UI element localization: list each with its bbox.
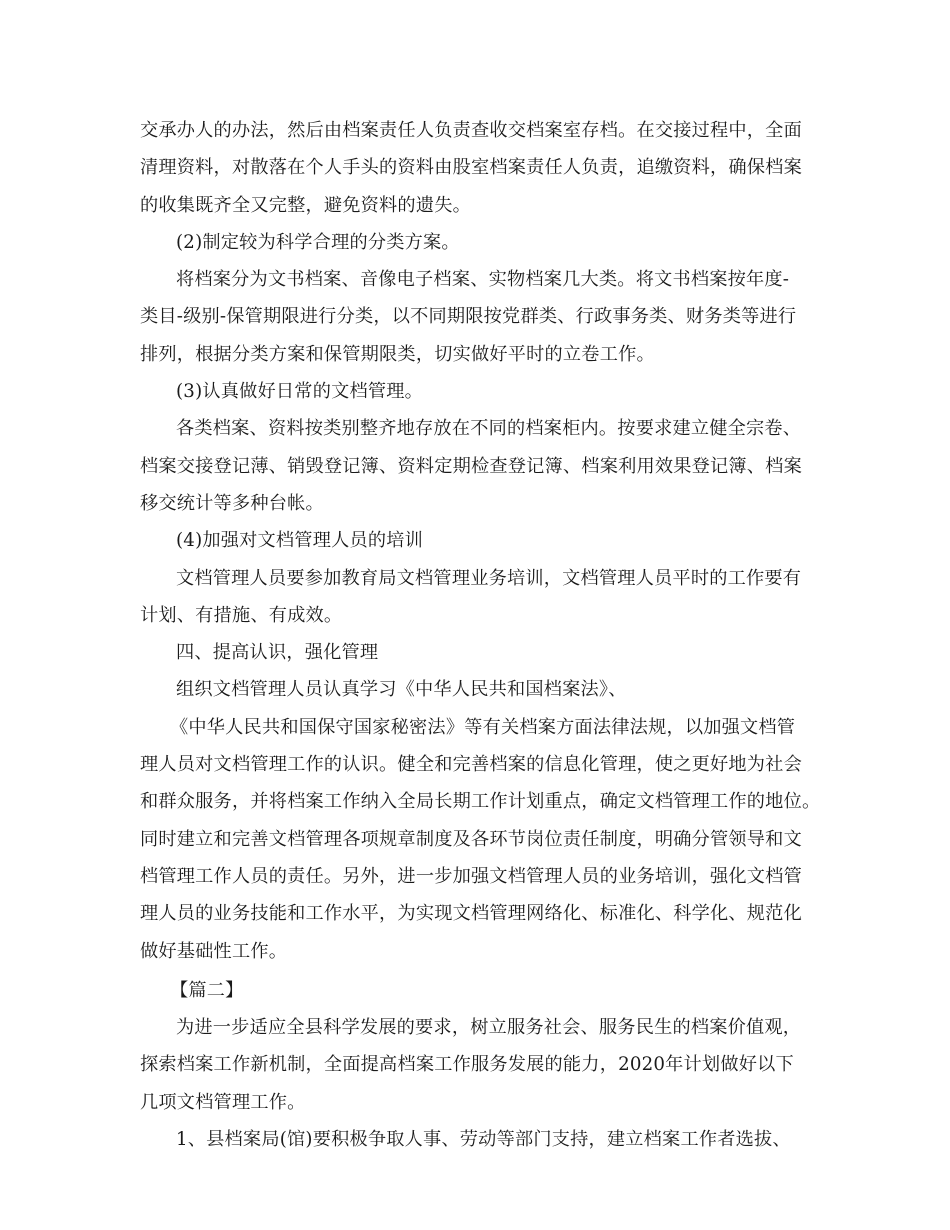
document-body — [140, 112, 820, 1158]
text-line: 几项文档管理工作。 — [140, 1091, 306, 1113]
text-line: 交承办人的办法，然后由档案责任人负责查收交档案室存档。在交接过程中，全面 — [140, 120, 802, 141]
text-line: 清理资料，对散落在个人手头的资料由股室档案责任人负责，追缴资料，确保档案 — [140, 157, 802, 179]
text-line: 《中华人民共和国保守国家秘密法》等有关档案方面法律法规，以加强文档管 — [170, 716, 796, 738]
text-line: 1、县档案局(馆)要积极争取人事、劳动等部门支持，建立档案工作者选拔、 — [176, 1129, 791, 1151]
text-line: 将档案分为文书档案、音像电子档案、实物档案几大类。将文书档案按年度- — [176, 269, 790, 291]
text-line: 各类档案、资料按类别整齐地存放在不同的档案柜内。按要求建立健全宗卷、 — [176, 418, 802, 440]
text-line: 计划、有措施、有成效。 — [140, 604, 343, 626]
section-heading: (4)加强对文档管理人员的培训 — [176, 530, 424, 552]
text-line: 为进一步适应全县科学发展的要求，树立服务社会、服务民生的档案价值观， — [176, 1017, 802, 1039]
text-line: 组织文档管理人员认真学习《中华人民共和国档案法》、 — [176, 679, 627, 701]
section-heading: (2)制定较为科学合理的分类方案。 — [176, 231, 460, 253]
section-heading: 四、提高认识，强化管理 — [176, 642, 379, 664]
section-heading: (3)认真做好日常的文档管理。 — [176, 381, 424, 403]
text-line: 探索档案工作新机制，全面提高档案工作服务发展的能力，2020年计划做好以下 — [140, 1054, 794, 1076]
text-line: 类目-级别-保管期限进行分类，以不同期限按党群类、行政事务类、财务类等进行 — [140, 306, 797, 328]
part-heading: 【篇二】 — [170, 979, 244, 1001]
text-line: 档管理工作人员的责任。另外，进一步加强文档管理人员的业务培训，强化文档管 — [140, 865, 802, 887]
text-line: 移交统计等多种台帐。 — [140, 492, 324, 514]
text-line: 的收集既齐全又完整，避免资料的遗失。 — [140, 194, 471, 216]
text-line: 档案交接登记薄、销毁登记簿、资料定期检查登记簿、档案利用效果登记簿、档案 — [140, 455, 802, 477]
text-line: 理人员对文档管理工作的认识。健全和完善档案的信息化管理，使之更好地为社会 — [140, 754, 802, 776]
text-line: 同时建立和完善文档管理各项规章制度及各环节岗位责任制度，明确分管领导和文 — [140, 828, 802, 850]
text-line: 理人员的业务技能和工作水平，为实现文档管理网络化、标准化、科学化、规范化 — [140, 903, 802, 925]
text-line: 排列，根据分类方案和保管期限类，切实做好平时的立卷工作。 — [140, 343, 655, 365]
text-line: 做好基础性工作。 — [140, 940, 288, 962]
text-line: 文档管理人员要参加教育局文档管理业务培训，文档管理人员平时的工作要有 — [176, 567, 802, 589]
text-line: 和群众服务，并将档案工作纳入全局长期工作计划重点，确定文档管理工作的地位。 — [140, 791, 821, 813]
